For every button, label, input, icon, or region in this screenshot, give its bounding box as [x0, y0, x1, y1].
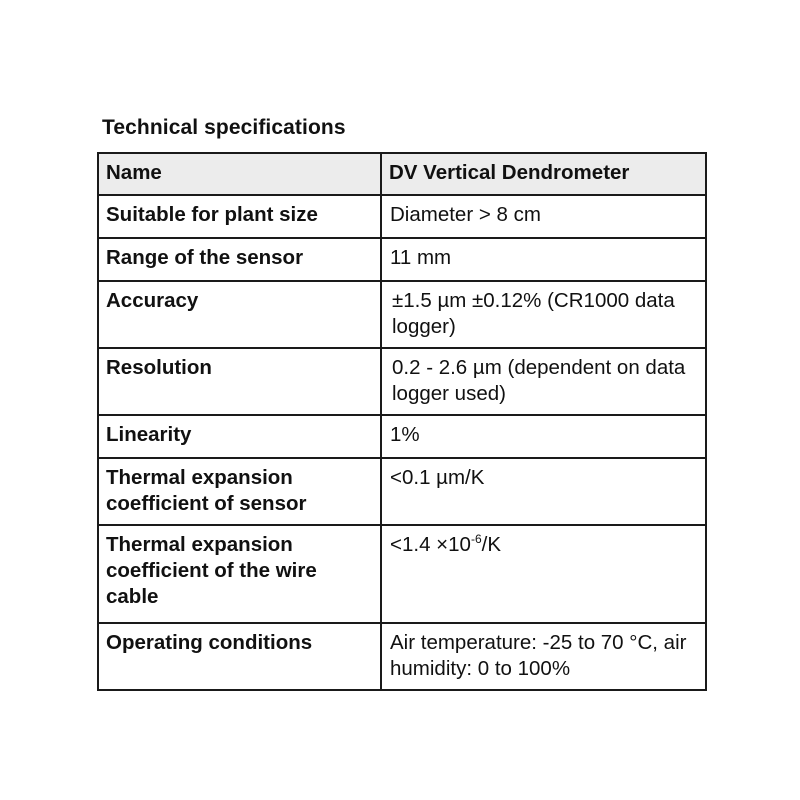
row-value: 0.2 - 2.6 µm (dependent on data logger used)	[381, 348, 706, 415]
table-header-row	[98, 153, 706, 195]
specifications-table	[97, 152, 707, 691]
row-value: 1%	[381, 415, 706, 458]
value-base: <1.4 ×10	[390, 533, 471, 556]
row-label: Suitable for plant size	[98, 195, 381, 238]
value-exponent: -6	[470, 532, 482, 546]
row-value	[381, 525, 706, 623]
row-label: Resolution	[98, 348, 381, 415]
row-label: Thermal expansion coefficient of sensor	[98, 458, 381, 525]
table-row-plant-size	[98, 195, 706, 238]
row-value: ±1.5 µm ±0.12% (CR1000 data logger)	[381, 281, 706, 348]
table-row-sensor-range	[98, 238, 706, 281]
header-value-cell: DV Vertical Dendrometer	[381, 153, 706, 195]
value-unit: /K	[481, 533, 501, 556]
row-value: <0.1 µm/K	[381, 458, 706, 525]
row-label: Operating conditions	[98, 623, 381, 690]
page-title: Technical specifications	[102, 116, 346, 139]
row-label: Accuracy	[98, 281, 381, 348]
table-row-thermal-sensor	[98, 458, 706, 525]
row-value: 11 mm	[381, 238, 706, 281]
table-row-accuracy	[98, 281, 706, 348]
header-label-cell: Name	[98, 153, 381, 195]
row-value: Diameter > 8 cm	[381, 195, 706, 238]
row-label: Range of the sensor	[98, 238, 381, 281]
row-label: Thermal expansion coefficient of the wire cable	[98, 525, 381, 623]
row-value: Air temperature: -25 to 70 °C, air humidity: 0 to 100%	[381, 623, 706, 690]
table-row-operating-conditions	[98, 623, 706, 690]
table-row-linearity	[98, 415, 706, 458]
row-label: Linearity	[98, 415, 381, 458]
table-row-resolution	[98, 348, 706, 415]
table-row-thermal-cable	[98, 525, 706, 623]
